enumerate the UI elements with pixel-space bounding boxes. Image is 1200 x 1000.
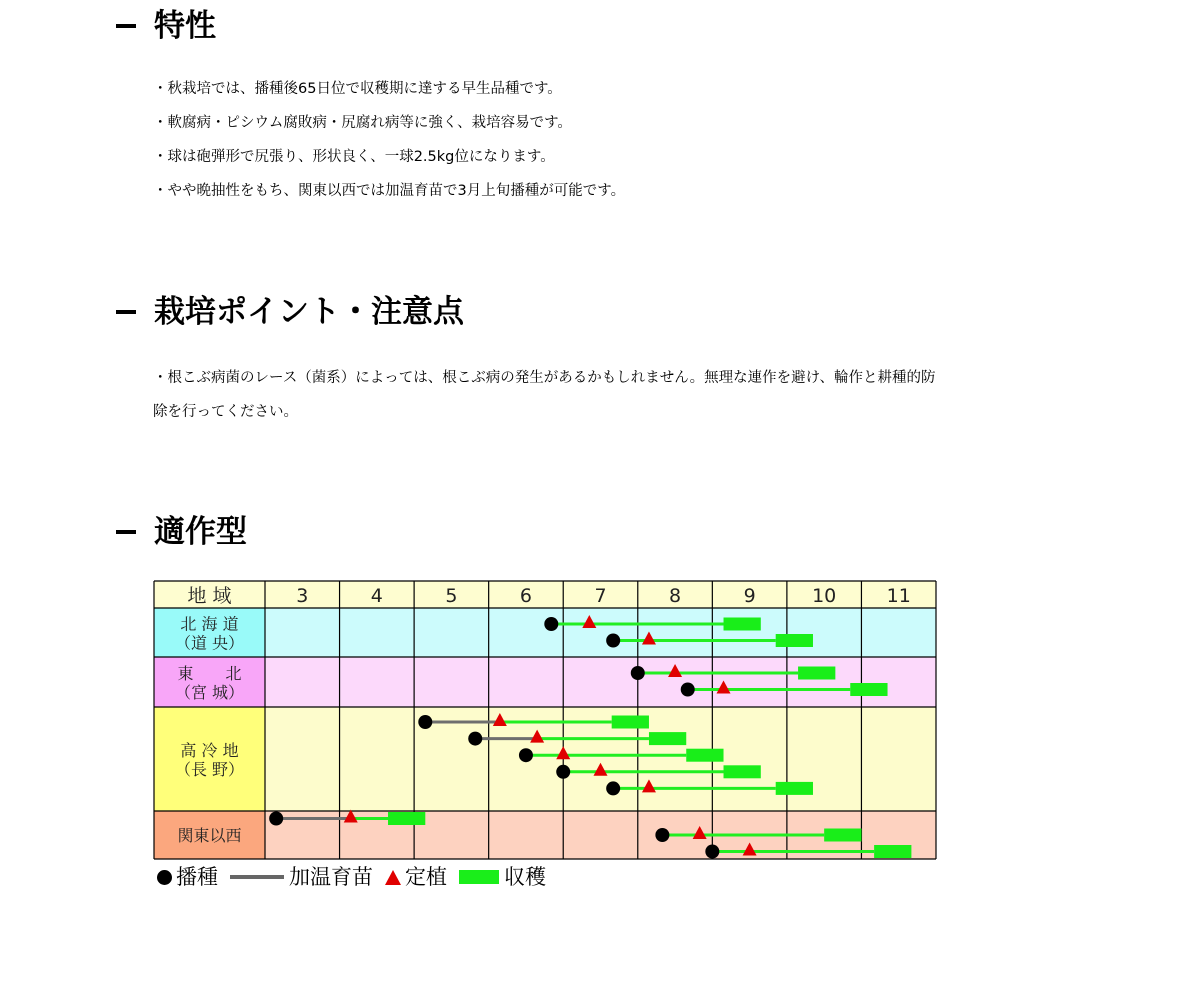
month-label: 11 <box>886 585 911 607</box>
sow-marker <box>544 617 558 631</box>
region-name: 関東以西 <box>177 826 242 845</box>
harvest-bar <box>776 634 813 647</box>
harvest-bar <box>388 812 425 825</box>
legend-nursery-label: 加温育苗 <box>289 865 373 889</box>
month-label: 5 <box>445 585 458 607</box>
region-name: 東 北 <box>177 664 242 683</box>
sow-marker <box>631 666 645 680</box>
region-name: 北 海 道 <box>180 614 239 634</box>
plant-triangle-icon <box>385 870 401 885</box>
traits-item: ・軟腐病・ピシウム腐敗病・尻腐れ病等に強く、栽培容易です。 <box>153 115 572 131</box>
sow-marker <box>519 748 533 762</box>
legend-plant-label: 定植 <box>405 865 447 889</box>
month-label: 3 <box>296 585 309 607</box>
harvest-bar <box>798 667 835 680</box>
region-subname: （道 央） <box>174 633 245 653</box>
month-label: 9 <box>743 585 756 607</box>
nursery-line-icon <box>230 875 284 879</box>
sow-marker <box>606 781 620 795</box>
heading-schedule-text: 適作型 <box>154 514 247 550</box>
harvest-bar <box>850 683 887 696</box>
month-label: 10 <box>812 585 837 607</box>
sow-marker <box>705 845 719 859</box>
legend-plant <box>385 862 447 892</box>
month-label: 6 <box>519 585 532 607</box>
heading-points-text: 栽培ポイント・注意点 <box>154 294 464 330</box>
sow-marker <box>556 765 570 779</box>
harvest-bar <box>824 829 861 842</box>
harvest-bar <box>649 732 686 745</box>
legend-sow <box>157 862 218 892</box>
harvest-bar <box>612 716 649 729</box>
traits-item: ・秋栽培では、播種後65日位で収穫期に達する早生品種です。 <box>153 81 562 97</box>
region-row-bg <box>265 608 936 657</box>
sow-marker <box>681 683 695 697</box>
header-region-label: 地 域 <box>187 585 232 607</box>
sow-marker <box>468 732 482 746</box>
traits-item: ・球は砲弾形で尻張り、形状良く、一球2.5kg位になります。 <box>153 149 555 165</box>
harvest-bar <box>724 618 761 631</box>
region-subname: （長 野） <box>174 760 245 779</box>
legend-sow-label: 播種 <box>176 865 218 889</box>
chart-legend <box>157 862 558 892</box>
month-label: 7 <box>594 585 607 607</box>
month-label: 4 <box>370 585 383 607</box>
region-subname: （宮 城） <box>174 683 245 702</box>
region-row-bg <box>265 657 936 707</box>
traits-item: ・やや晩抽性をもち、関東以西では加温育苗で3月上旬播種が可能です。 <box>153 183 626 199</box>
sow-marker <box>655 828 669 842</box>
harvest-bar <box>776 782 813 795</box>
points-text: ・根こぶ病菌のレース（菌系）によっては、根こぶ病の発生があるかもしれません。無理な連作を避け、輪作と耕種的防除を行ってください。 <box>153 370 936 420</box>
harvest-bar <box>874 845 911 858</box>
harvest-bar-icon <box>459 870 499 884</box>
harvest-bar <box>724 765 761 778</box>
legend-nursery <box>230 862 373 892</box>
month-label: 8 <box>669 585 682 607</box>
sow-marker <box>269 812 283 826</box>
sow-marker <box>606 634 620 648</box>
sow-marker <box>418 715 432 729</box>
harvest-bar <box>686 749 723 762</box>
legend-harvest <box>459 862 546 892</box>
region-name: 高 冷 地 <box>180 741 239 760</box>
legend-harvest-label: 収穫 <box>504 865 546 889</box>
heading-traits-text: 特性 <box>154 8 216 44</box>
sow-dot-icon <box>157 870 172 885</box>
